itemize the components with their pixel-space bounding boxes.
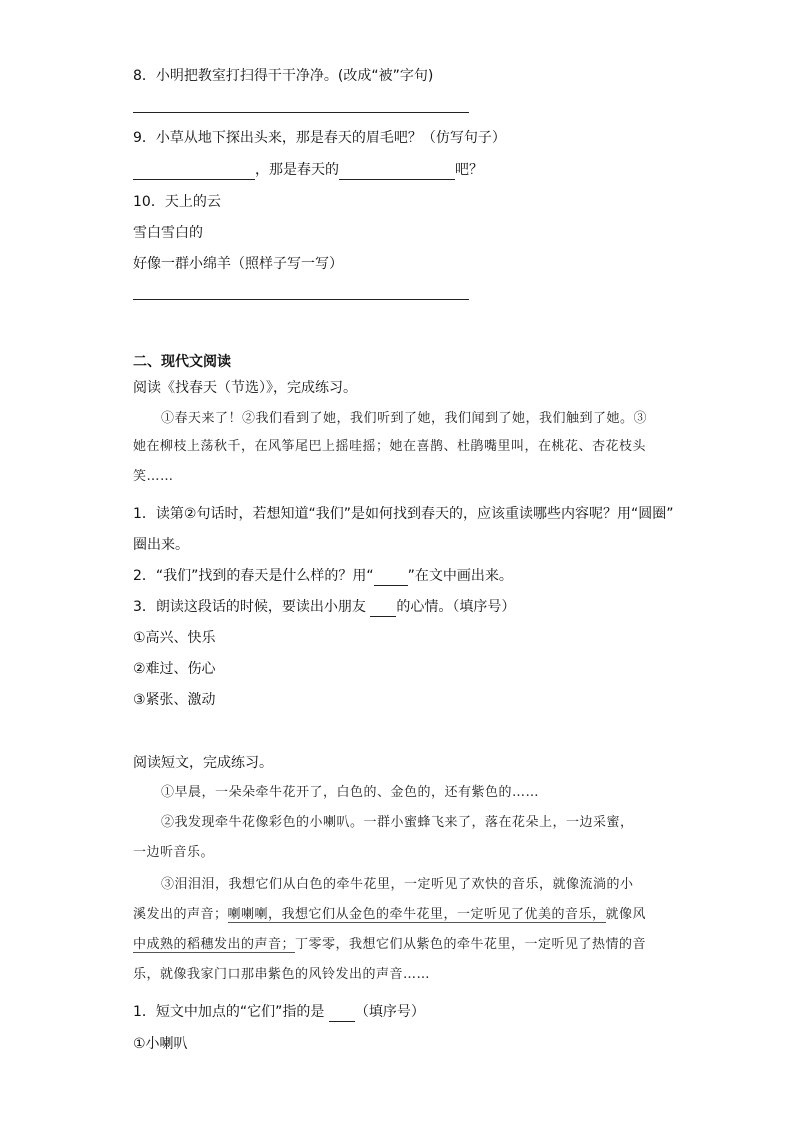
passage-line: ①春天来了！②我们看到了她，我们听到了她，我们闻到了她，我们触到了她。③ [161, 411, 648, 426]
underlined-sentence-end: 中成熟的稻穗发出的声音； [133, 937, 296, 952]
question-9-fill-row [133, 160, 483, 180]
answer-blank-9b[interactable] [339, 165, 455, 180]
passage-line: ②我发现牵牛花像彩色的小喇叭。一群小蜜蜂飞来了，落在花朵上，一边采蜜， [161, 815, 634, 830]
passage-spring [133, 410, 663, 490]
reading-intro-1: 阅读《找春天（节选）》，完成练习。 [133, 380, 357, 396]
question-s3-1 [133, 1002, 425, 1022]
passage-line: 一边听音乐。 [133, 845, 215, 860]
question-1-line-1: 1．读第②句话时，若想知道“我们”是如何找到春天的，应该重读哪些内容呢？用“圆圈” [133, 506, 674, 522]
passage-line [133, 936, 646, 954]
question-3 [133, 597, 515, 617]
answer-line-10[interactable] [133, 299, 469, 300]
option-3[interactable]: ③紧张、激动 [133, 692, 216, 708]
passage-text: 溪发出的声音； [133, 907, 228, 922]
question-2 [133, 566, 513, 586]
question-10-line-3: 好像一群小绵羊（照样子写一写） [133, 256, 343, 272]
fill-text-end: 吧？ [455, 162, 483, 178]
answer-blank-3[interactable] [370, 602, 396, 617]
question-1-line-2: 圈出来。 [133, 537, 189, 553]
reading-intro-2: 阅读短文，完成练习。 [133, 755, 273, 771]
fill-text-mid: ，那是春天的 [255, 162, 339, 178]
question-3-text-end: 的心情。（填序号） [396, 599, 516, 615]
passage-line: 笑…… [133, 469, 174, 484]
answer-line-8[interactable] [133, 112, 469, 113]
section-heading: 二、现代文阅读 [133, 354, 231, 370]
question-10-line-2: 雪白雪白的 [133, 225, 203, 241]
answer-blank-9a[interactable] [133, 165, 255, 180]
underlined-sentence: 喇喇喇，我想它们从金色的牵牛花里，一定听见了优美的音乐， [227, 907, 606, 922]
passage-line: 她在柳枝上荡秋千，在风筝尾巴上摇哇摇；她在喜鹊、杜鹃嘴里叫，在桃花、杏花枝头 [133, 439, 647, 454]
question-3-text: 3．朗读这段话的时候，要读出小朋友 [133, 599, 371, 615]
passage-morning-glory [133, 784, 663, 982]
passage-line: ③泪泪泪，我想它们从白色的牵牛花里，一定听见了欢快的音乐，就像流淌的小 [161, 877, 634, 892]
passage-text: 就像风 [605, 907, 647, 922]
option-1[interactable]: ①高兴、快乐 [133, 630, 216, 646]
question-2-text-end: ”在文中画出来。 [407, 568, 513, 584]
answer-blank-s3-1[interactable] [329, 1007, 355, 1022]
question-9: 9．小草从地下探出头来，那是春天的眉毛吧？（仿写句子） [133, 130, 506, 146]
question-2-text: 2．“我们”找到的春天是什么样的？用“ [133, 568, 374, 584]
question-8: 8．小明把教室打扫得干干净净。(改成“被”字句) [133, 68, 434, 84]
question-s3-1-text: 1．短文中加点的“它们”指的是 [133, 1004, 329, 1020]
passage-line: ①早晨，一朵朵牵牛花开了，白色的、金色的，还有紫色的…… [161, 785, 540, 800]
option-s3-1[interactable]: ①小喇叭 [133, 1036, 188, 1052]
passage-text: 丁零零，我想它们从紫色的牵牛花里，一定听见了热情的音 [295, 937, 647, 952]
question-10: 10．天上的云 [133, 194, 221, 210]
passage-line: 乐，就像我家门口那串紫色的风铃发出的声音…… [133, 967, 431, 982]
passage-line [133, 906, 646, 924]
underline-symbol [374, 571, 408, 586]
option-2[interactable]: ②难过、伤心 [133, 661, 216, 677]
question-s3-1-text-end: （填序号） [354, 1004, 425, 1020]
